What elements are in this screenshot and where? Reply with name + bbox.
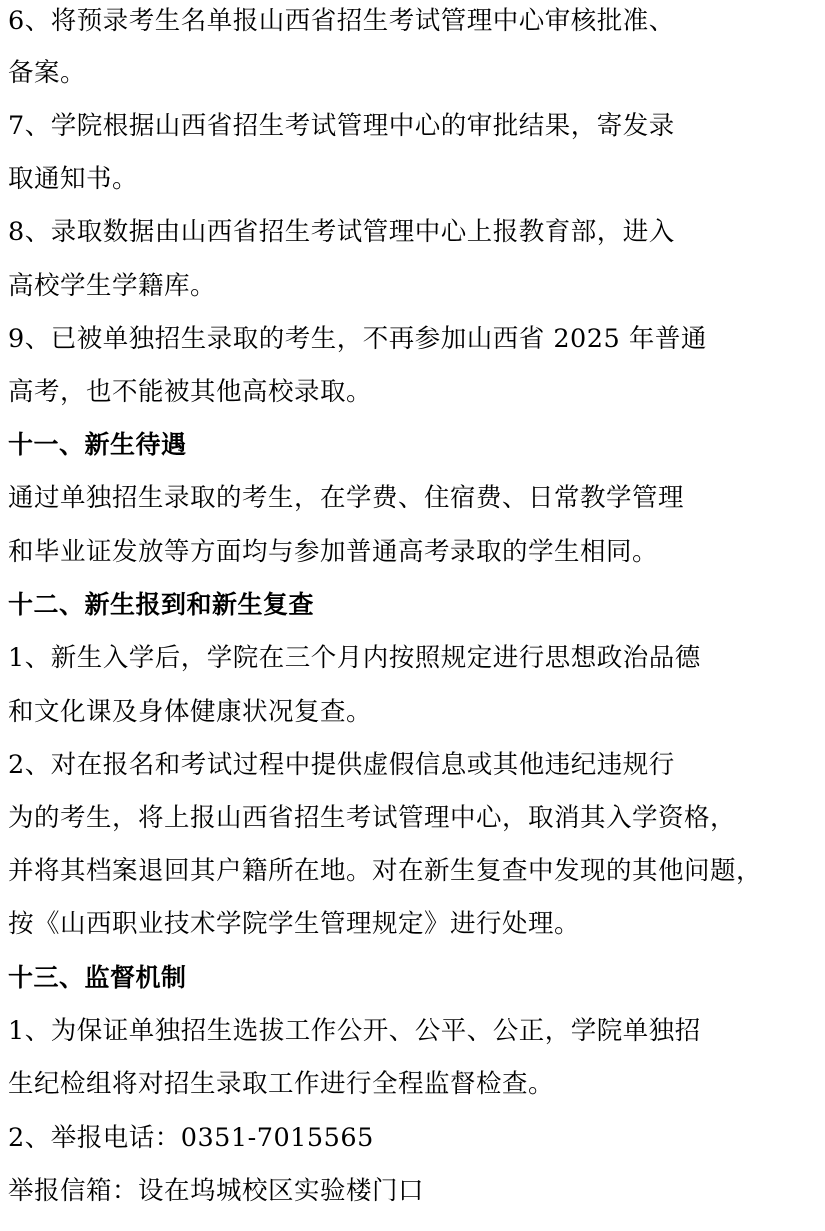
- text-line: 1、为保证单独招生选拔工作公开、公平、公正，学院单独招: [8, 1016, 701, 1046]
- text-line: 备案。: [8, 58, 87, 88]
- text-line: 9、已被单独招生录取的考生，不再参加山西省 2025 年普通: [8, 324, 707, 354]
- section-heading: 十三、监督机制: [8, 963, 187, 992]
- text-line: 2、举报电话：0351-7015565: [8, 1123, 374, 1153]
- text-line: 按《山西职业技术学院学生管理规定》进行处理。: [8, 909, 581, 939]
- section-heading: 十一、新生待遇: [8, 430, 187, 459]
- text-line: 举报信箱：设在坞城校区实验楼门口: [8, 1176, 425, 1206]
- section-heading: 十二、新生报到和新生复查: [8, 590, 315, 619]
- text-line: 取通知书。: [8, 164, 139, 194]
- text-line: 8、录取数据由山西省招生考试管理中心上报教育部，进入: [8, 217, 675, 247]
- text-line: 并将其档案退回其户籍所在地。对在新生复查中发现的其他问题，: [8, 856, 763, 886]
- text-line: 1、新生入学后，学院在三个月内按照规定进行思想政治品德: [8, 643, 701, 673]
- text-line: 高考，也不能被其他高校录取。: [8, 377, 373, 407]
- text-line: 通过单独招生录取的考生，在学费、住宿费、日常教学管理: [8, 483, 685, 513]
- text-line: 为的考生，将上报山西省招生考试管理中心，取消其入学资格，: [8, 803, 737, 833]
- text-line: 2、对在报名和考试过程中提供虚假信息或其他违纪违规行: [8, 750, 675, 780]
- text-line: 和毕业证发放等方面均与参加普通高考录取的学生相同。: [8, 537, 659, 567]
- text-line: 6、将预录考生名单报山西省招生考试管理中心审核批准、: [8, 6, 675, 36]
- text-line: 7、学院根据山西省招生考试管理中心的审批结果，寄发录: [8, 111, 675, 141]
- text-line: 生纪检组将对招生录取工作进行全程监督检查。: [8, 1069, 555, 1099]
- text-line: 高校学生学籍库。: [8, 271, 217, 301]
- text-line: 和文化课及身体健康状况复查。: [8, 697, 373, 727]
